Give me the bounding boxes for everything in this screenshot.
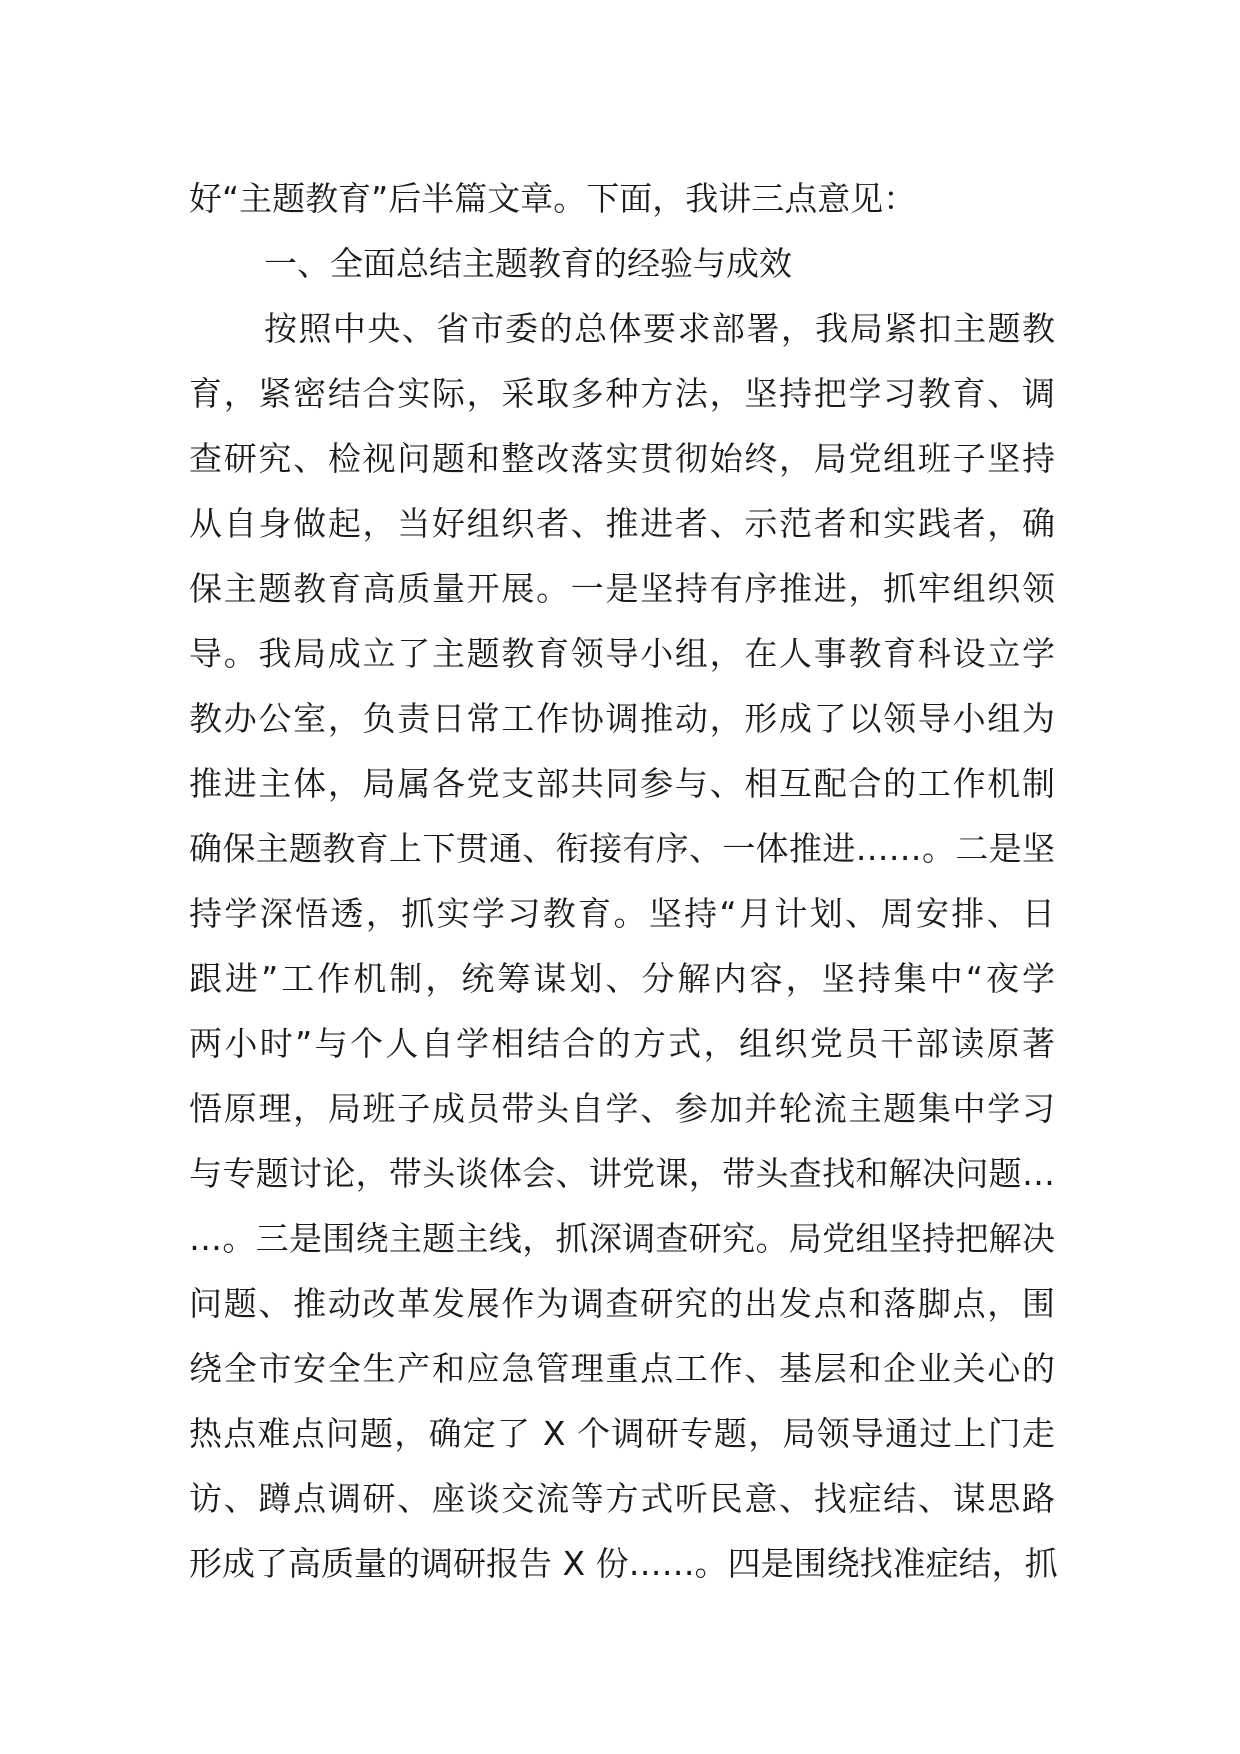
text-line: 保主题教育高质量开展。一是坚持有序推进，抓牢组织领 (189, 569, 1055, 608)
text-line: 与专题讨论，带头谈体会、讲党课，带头查找和解决问题… (189, 1154, 1055, 1193)
text-line: 两小时”与个人自学相结合的方式，组织党员干部读原著 (189, 1024, 1055, 1063)
text-line: 确保主题教育上下贯通、衔接有序、一体推进……。二是坚 (189, 829, 1055, 868)
text-line: …。三是围绕主题主线，抓深调查研究。局党组坚持把解决 (189, 1219, 1055, 1258)
text-line: 育，紧密结合实际，采取多种方法，坚持把学习教育、调 (189, 374, 1055, 413)
text-line: 导。我局成立了主题教育领导小组，在人事教育科设立学 (189, 634, 1055, 673)
text-line: 跟进”工作机制，统筹谋划、分解内容，坚持集中“夜学 (189, 959, 1055, 998)
section-heading: 一、全面总结主题教育的经验与成效 (264, 244, 792, 283)
text-line: 形成了高质量的调研报告 X 份……。四是围绕找准症结，抓 (189, 1544, 1058, 1583)
text-line: 热点难点问题，确定了 X 个调研专题，局领导通过上门走 (189, 1414, 1055, 1453)
text-line: 从自身做起，当好组织者、推进者、示范者和实践者，确 (189, 504, 1055, 543)
text-line: 绕全市安全生产和应急管理重点工作、基层和企业关心的 (189, 1349, 1055, 1388)
text-line: 按照中央、省市委的总体要求部署，我局紧扣主题教 (264, 309, 1055, 348)
text-line: 访、蹲点调研、座谈交流等方式听民意、找症结、谋思路 (189, 1479, 1055, 1518)
text-line: 持学深悟透，抓实学习教育。坚持“月计划、周安排、日 (189, 894, 1055, 933)
text-line: 教办公室，负责日常工作协调推动，形成了以领导小组为 (189, 699, 1055, 738)
document-body (189, 166, 1058, 1596)
text-line: 推进主体，局属各党支部共同参与、相互配合的工作机制 (189, 764, 1055, 803)
text-line: 好“主题教育”后半篇文章。下面，我讲三点意见： (189, 179, 917, 218)
text-line: 悟原理，局班子成员带头自学、参加并轮流主题集中学习 (189, 1089, 1055, 1128)
text-line: 查研究、检视问题和整改落实贯彻始终，局党组班子坚持 (189, 439, 1055, 478)
text-line: 问题、推动改革发展作为调查研究的出发点和落脚点，围 (189, 1284, 1055, 1323)
